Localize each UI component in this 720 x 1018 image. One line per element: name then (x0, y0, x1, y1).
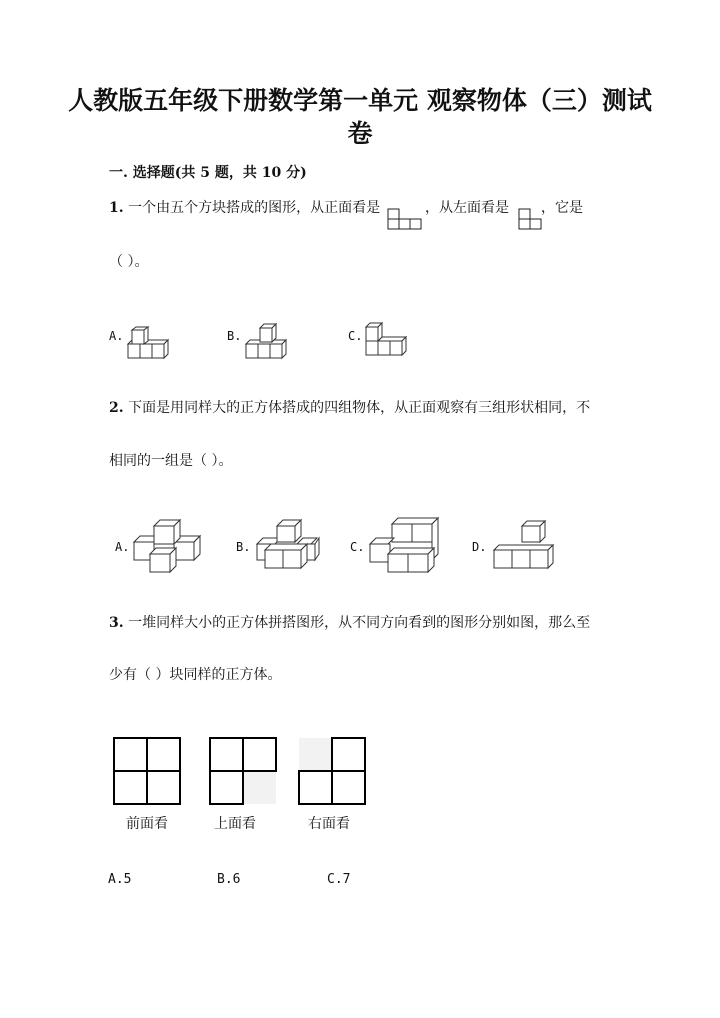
question-3-number: 3. (109, 615, 124, 631)
question-1-option-c-figure (364, 321, 410, 361)
question-1-option-b-label: B. (227, 329, 242, 343)
question-3-text-a: 一堆同样大小的正方体拼搭图形，从不同方向看到的图形分别如图，那么至 (128, 615, 591, 631)
question-1-line-1 (109, 198, 380, 218)
question-2-line-1 (109, 398, 590, 418)
question-2-option-c-label: C. (350, 540, 365, 554)
question-1-option-c-label: C. (348, 329, 363, 343)
question-2-option-d-label: D. (472, 540, 487, 554)
question-1-text-d: （ ）。 (109, 254, 149, 270)
front-view-label: 前面看 (126, 816, 168, 832)
question-3-text-b: 少有（ ）块同样的正方体。 (109, 667, 282, 683)
question-3-option-a: A.5 (108, 872, 132, 887)
section-heading: 一. 选择题(共 5 题，共 10 分) (109, 165, 307, 181)
page-title: 人教版五年级下册数学第一单元 观察物体（三）测试卷 (68, 86, 652, 148)
question-2-option-d-figure (492, 518, 558, 572)
question-2-number: 2. (109, 400, 124, 416)
question-2-text-a: 下面是用同样大的正方体搭成的四组物体，从正面观察有三组形状相同，不 (128, 400, 591, 416)
question-1-left-view-figure (517, 207, 543, 229)
question-1-text-b: ，从左面看是 (425, 200, 509, 216)
question-2-option-b-figure (253, 518, 323, 570)
question-2-option-a-label: A. (115, 540, 130, 554)
question-3-option-c: C.7 (327, 872, 351, 887)
question-3-line-1 (109, 613, 590, 633)
question-1-option-b-figure (244, 322, 290, 360)
question-3-option-b: B.6 (217, 872, 241, 887)
right-view-grid (298, 737, 368, 807)
question-1-text-c: ，它是 (541, 200, 583, 216)
question-1-number: 1. (109, 200, 124, 216)
front-view-grid (113, 737, 183, 807)
question-1-option-a-figure (126, 326, 168, 360)
top-view-label: 上面看 (214, 816, 256, 832)
top-view-grid (209, 737, 279, 807)
question-2-text-b: 相同的一组是（ ）。 (109, 453, 233, 469)
question-1-front-view-figure (386, 207, 424, 229)
question-2-option-b-label: B. (236, 540, 251, 554)
question-2-option-c-figure (368, 516, 440, 574)
question-2-option-a-figure (130, 518, 204, 574)
right-view-label: 右面看 (308, 816, 350, 832)
question-1-option-a-label: A. (109, 329, 124, 343)
question-1-text-a: 一个由五个方块搭成的图形，从正面看是 (128, 200, 381, 216)
